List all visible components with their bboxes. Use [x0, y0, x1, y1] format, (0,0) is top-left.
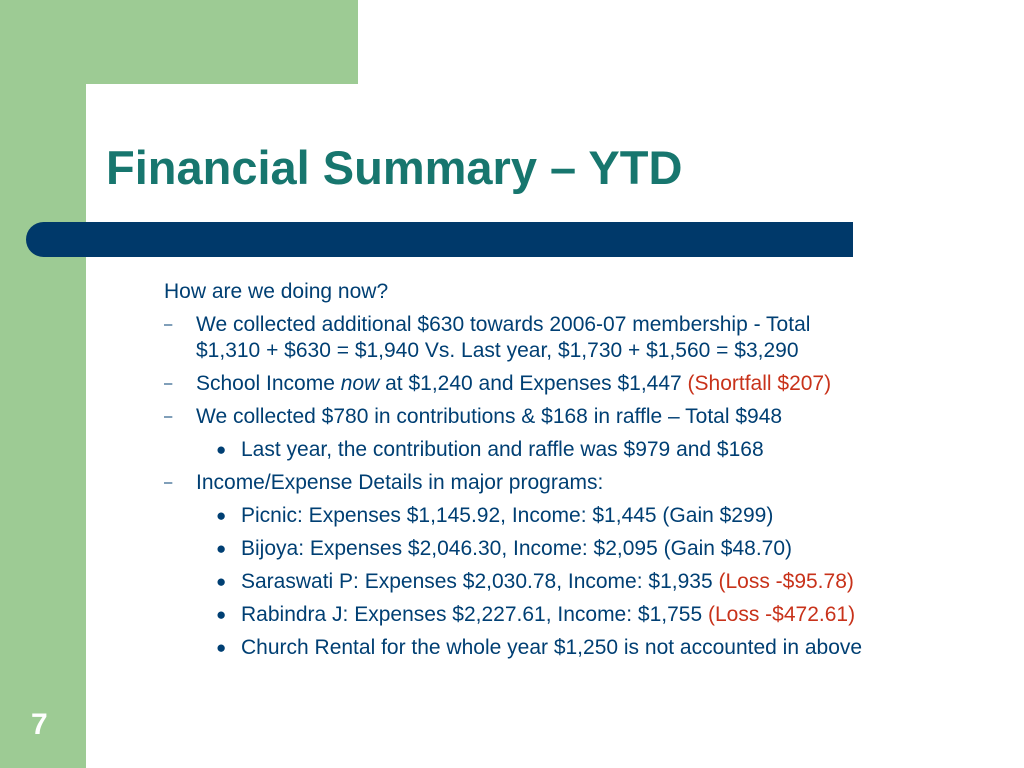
rabindra-detail: Rabindra J: Expenses $2,227.61, Income: $1,755: [241, 603, 708, 626]
dash-marker: –: [164, 316, 173, 333]
slide-title: Financial Summary – YTD: [106, 141, 683, 194]
school-text-start: School Income: [196, 372, 341, 395]
title-underline-bar: [26, 222, 853, 257]
sub-item-church-rental: [164, 635, 921, 661]
bijoya-text: Bijoya: Expenses $2,046.30, Income: $2,095 (Gain $48.70): [241, 537, 793, 560]
dash-marker: –: [164, 474, 173, 491]
dash-marker: –: [164, 408, 173, 425]
saraswati-detail: Saraswati P: Expenses $2,030.78, Income: $1,935: [241, 570, 719, 593]
rabindra-text: [241, 603, 855, 626]
bullet-marker: ●: [216, 605, 227, 624]
bullet-marker: ●: [216, 539, 227, 558]
school-text-end: at $1,240 and Expenses $1,447: [379, 372, 688, 395]
school-income-text: [196, 372, 831, 395]
programs-heading: Income/Expense Details in major programs:: [196, 471, 604, 494]
dash-marker: –: [164, 375, 173, 392]
intro-question: How are we doing now?: [164, 280, 389, 303]
list-item-school-income: [164, 371, 984, 397]
list-item-programs: [164, 470, 984, 496]
sub-item-bijoya: [164, 536, 984, 562]
shortfall-note: (Shortfall $207): [687, 372, 832, 395]
saraswati-loss: (Loss -$95.78): [718, 570, 854, 593]
bullet-marker: ●: [216, 638, 227, 657]
last-year-text: Last year, the contribution and raffle was $979 and $168: [241, 438, 764, 461]
sub-item-saraswati: [164, 569, 984, 595]
bullet-marker: ●: [216, 440, 227, 459]
picnic-text: Picnic: Expenses $1,145.92, Income: $1,445 (Gain $299): [241, 504, 774, 527]
bullet-marker: ●: [216, 506, 227, 525]
membership-line-1: We collected additional $630 towards 2006-07 membership - Total: [196, 313, 811, 336]
saraswati-text: [241, 570, 854, 593]
contributions-text: We collected $780 in contributions & $168 in raffle – Total $948: [196, 405, 783, 428]
list-item-contributions: [164, 404, 984, 430]
membership-line-2: $1,310 + $630 = $1,940 Vs. Last year, $1,730 + $1,560 = $3,290: [196, 339, 799, 362]
sub-item-last-year: [164, 437, 984, 463]
sub-item-rabindra: [164, 602, 984, 628]
school-emphasis: now: [340, 372, 380, 395]
slide-number: 7: [31, 708, 48, 741]
church-rental-text: Church Rental for the whole year $1,250 is not accounted in above: [241, 636, 863, 659]
green-side-band: [0, 0, 86, 768]
bullet-marker: ●: [216, 572, 227, 591]
slide-body: [164, 279, 984, 668]
sub-item-picnic: [164, 503, 984, 529]
rabindra-loss: (Loss -$472.61): [707, 603, 856, 626]
list-item-membership: [164, 312, 984, 364]
